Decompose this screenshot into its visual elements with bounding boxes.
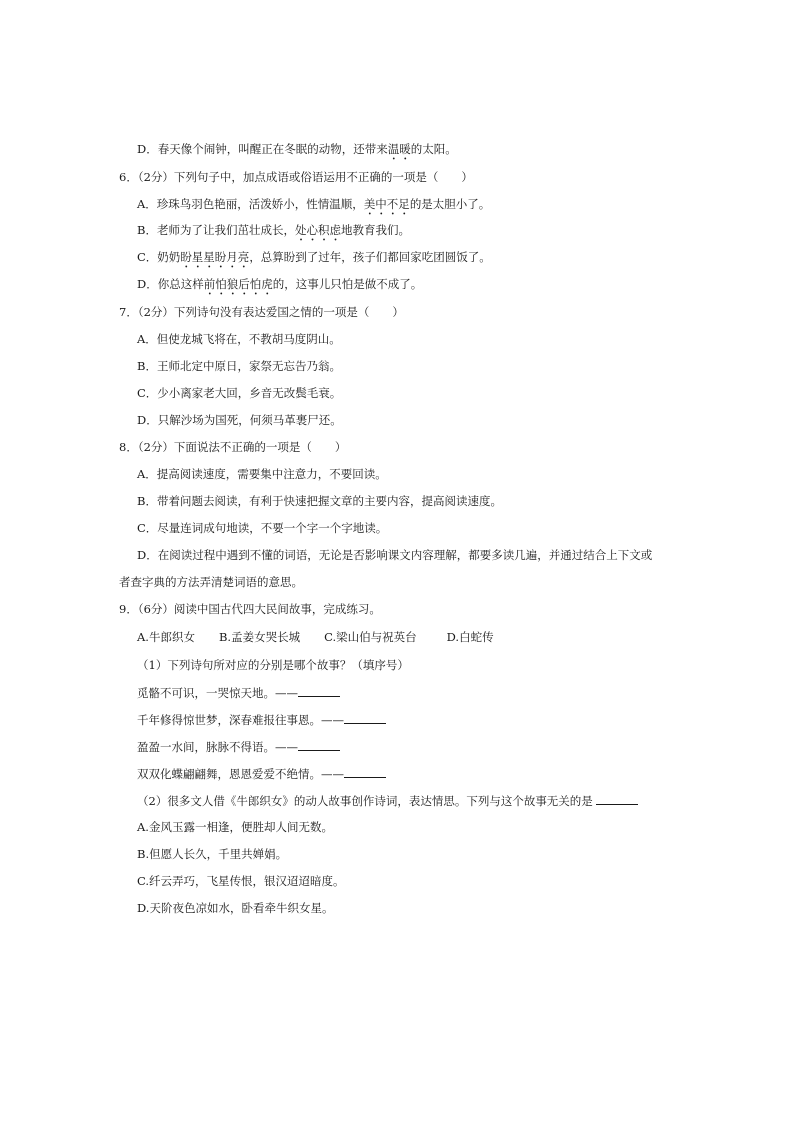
q9-part2-option-b: B.但愿人长久，千里共婵娟。	[137, 847, 288, 861]
q8-option-a: A．提高阅读速度，需要集中注意力，不要回读。	[137, 467, 387, 481]
answer-blank[interactable]	[298, 684, 340, 697]
q9-part2-instruction: （2）很多文人借《牛郎织女》的动人故事创作诗词，表达情思。下列与这个故事无关的是	[137, 792, 638, 809]
q6-option-d: D．你总这样前怕狼后怕虎的，这事儿只怕是做不成了。	[137, 277, 423, 291]
q8-option-c: C．尽量连词成句地读，不要一个字一个字地读。	[137, 521, 388, 535]
q9-part2-option-c: C.纤云弄巧，飞星传恨，银汉迢迢暗度。	[137, 874, 345, 888]
choice-c: C.梁山伯与祝英台	[324, 630, 417, 644]
answer-blank[interactable]	[344, 711, 386, 724]
q8-option-d-line2: 者查字典的方法弄清楚词语的意思。	[119, 575, 303, 589]
q7-option-b: B．王师北定中原日，家祭无忘告乃翁。	[137, 359, 341, 373]
question-9-stem: 9．（6分）阅读中国古代四大民间故事，完成练习。	[119, 602, 381, 616]
q9-line3: 盈盈一水间，脉脉不得语。——	[137, 738, 340, 755]
answer-blank[interactable]	[298, 738, 340, 751]
q9-part2-option-d: D.天阶夜色凉如水，卧看牵牛织女星。	[137, 901, 334, 915]
emphasized-phrase: 处心积虑	[294, 223, 341, 237]
emphasized-phrase: 前怕狼后怕虎	[203, 277, 273, 291]
q9-line2: 千年修得惊世梦，深春难报往事恩。——	[137, 711, 386, 728]
question-6-stem: 6．（2分）下列句子中，加点成语或俗语运用不正确的一项是（ ）	[119, 170, 473, 184]
q9-line1: 觅骼不可识，一哭惊天地。——	[137, 684, 340, 701]
q6-option-b: B．老师为了让我们茁壮成长，处心积虑地教育我们。	[137, 223, 410, 237]
question-8-stem: 8．（2分）下面说法不正确的一项是（ ）	[119, 440, 347, 454]
q8-option-b: B．带着问题去阅读，有利于快速把握文章的主要内容，提高阅读速度。	[137, 494, 502, 508]
q8-option-d-line1: D．在阅读过程中遇到不懂的词语，无论是否影响课文内容理解，都要多读几遍，并通过结合上下文或	[137, 548, 653, 562]
choice-d: D.白蛇传	[446, 630, 494, 644]
q5-option-d: D．春天像个闹钟，叫醒正在冬眠的动物，还带来温暖的太阳。	[137, 142, 457, 156]
story-choices	[137, 629, 518, 645]
answer-blank[interactable]	[596, 792, 638, 805]
q9-part1-instruction: （1）下列诗句所对应的分别是哪个故事？（填序号）	[137, 658, 409, 672]
q7-option-d: D．只解沙场为国死，何须马革裹尸还。	[137, 413, 342, 427]
q7-option-a: A．但使龙城飞将在，不教胡马度阴山。	[137, 332, 341, 346]
question-7-stem: 7．（2分）下列诗句没有表达爱国之情的一项是（ ）	[119, 305, 404, 319]
emphasized-word: 温暖	[387, 142, 411, 156]
q6-option-a: A．珍珠鸟羽色艳丽，活泼娇小，性情温顺，美中不足的是太胆小了。	[137, 197, 491, 211]
emphasized-phrase: 美中不足	[363, 197, 410, 211]
emphasized-phrase: 盼星星盼月亮	[180, 250, 250, 264]
answer-blank[interactable]	[344, 765, 386, 778]
q9-part2-option-a: A.金风玉露一相逢，便胜却人间无数。	[137, 820, 333, 834]
q9-line4: 双双化蝶翩翩舞，恩恩爱爱不绝情。——	[137, 765, 386, 782]
choice-b: B.孟姜女哭长城	[218, 630, 301, 644]
q7-option-c: C．少小离家老大回，乡音无改鬓毛衰。	[137, 386, 342, 400]
q6-option-c: C．奶奶盼星星盼月亮，总算盼到了过年，孩子们都回家吃团圆饭了。	[137, 250, 491, 264]
choice-a: A.牛郎织女	[137, 630, 195, 644]
